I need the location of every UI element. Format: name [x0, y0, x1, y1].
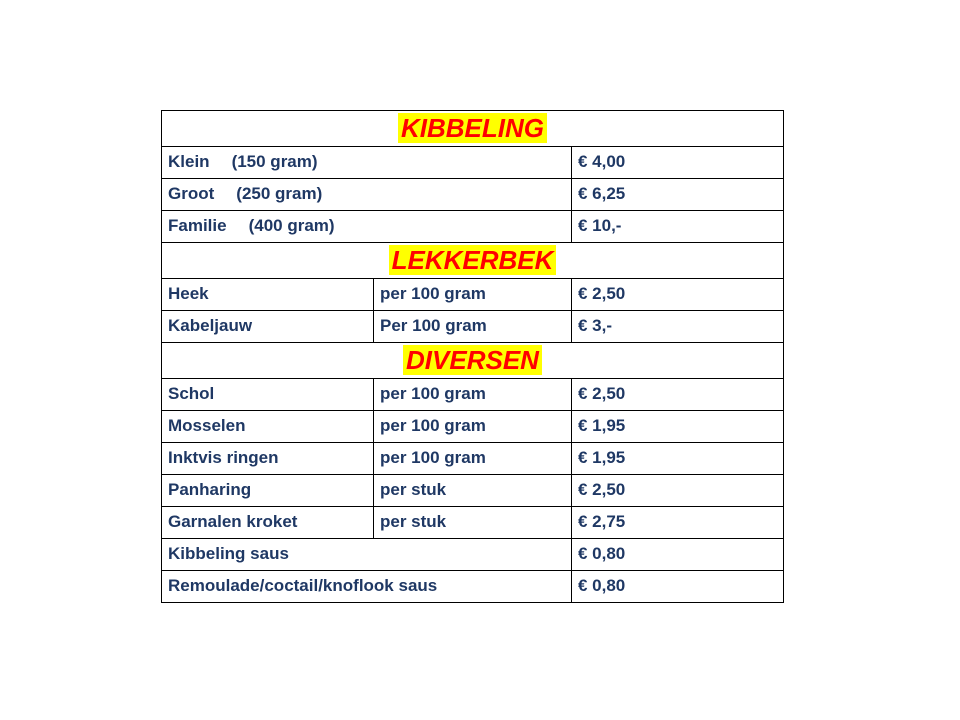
item-name-cell: [162, 379, 374, 411]
item-name: Inktvis ringen: [168, 448, 279, 467]
item-unit-cell: per 100 gram: [374, 379, 572, 411]
price-row: [162, 279, 784, 311]
price-row: [162, 539, 784, 571]
price-row: [162, 571, 784, 603]
section-heading-row: [162, 111, 784, 147]
item-price-cell: € 0,80: [572, 539, 784, 571]
price-list-body: [162, 111, 784, 603]
item-unit-cell: per 100 gram: [374, 411, 572, 443]
item-name: Klein: [168, 152, 210, 171]
price-row: [162, 211, 784, 243]
price-row: [162, 411, 784, 443]
item-name: Mosselen: [168, 416, 246, 435]
price-row: [162, 379, 784, 411]
item-quantity: (400 gram): [248, 216, 335, 235]
section-heading-cell: [162, 243, 784, 279]
section-title: DIVERSEN: [403, 345, 542, 375]
item-name: Kabeljauw: [168, 316, 253, 335]
item-unit-cell: per 100 gram: [374, 443, 572, 475]
item-name-cell: [162, 571, 572, 603]
item-price-cell: € 6,25: [572, 179, 784, 211]
item-price-cell: € 1,95: [572, 411, 784, 443]
item-quantity: (150 gram): [231, 152, 318, 171]
section-heading-cell: [162, 111, 784, 147]
item-name-cell: [162, 311, 374, 343]
section-heading-cell: [162, 343, 784, 379]
item-unit-cell: per stuk: [374, 507, 572, 539]
item-name-cell: [162, 475, 374, 507]
item-name-cell: [162, 539, 572, 571]
price-row: [162, 179, 784, 211]
price-list-table: [161, 110, 784, 603]
item-name-cell: [162, 179, 572, 211]
item-price-cell: € 2,50: [572, 279, 784, 311]
price-row: [162, 443, 784, 475]
item-name: Kibbeling saus: [168, 544, 289, 563]
item-name: Panharing: [168, 480, 252, 499]
item-name-cell: [162, 211, 572, 243]
price-row: [162, 475, 784, 507]
item-unit-cell: per stuk: [374, 475, 572, 507]
item-quantity: (250 gram): [236, 184, 323, 203]
item-price-cell: € 0,80: [572, 571, 784, 603]
price-row: [162, 507, 784, 539]
item-unit-cell: Per 100 gram: [374, 311, 572, 343]
item-price-cell: € 2,50: [572, 475, 784, 507]
item-unit-cell: per 100 gram: [374, 279, 572, 311]
item-name-cell: [162, 147, 572, 179]
item-name-cell: [162, 443, 374, 475]
section-title: KIBBELING: [398, 113, 547, 143]
section-heading-row: [162, 343, 784, 379]
item-name: Familie: [168, 216, 227, 235]
item-name: Remoulade/coctail/knoflook saus: [168, 576, 438, 595]
item-name: Heek: [168, 284, 209, 303]
section-heading-row: [162, 243, 784, 279]
item-price-cell: € 4,00: [572, 147, 784, 179]
item-price-cell: € 1,95: [572, 443, 784, 475]
item-name: Garnalen kroket: [168, 512, 298, 531]
item-name: Groot: [168, 184, 215, 203]
item-price-cell: € 10,-: [572, 211, 784, 243]
price-row: [162, 147, 784, 179]
item-price-cell: € 2,75: [572, 507, 784, 539]
price-row: [162, 311, 784, 343]
item-name-cell: [162, 279, 374, 311]
item-name: Schol: [168, 384, 215, 403]
section-title: LEKKERBEK: [389, 245, 557, 275]
item-name-cell: [162, 411, 374, 443]
item-name-cell: [162, 507, 374, 539]
item-price-cell: € 3,-: [572, 311, 784, 343]
item-price-cell: € 2,50: [572, 379, 784, 411]
